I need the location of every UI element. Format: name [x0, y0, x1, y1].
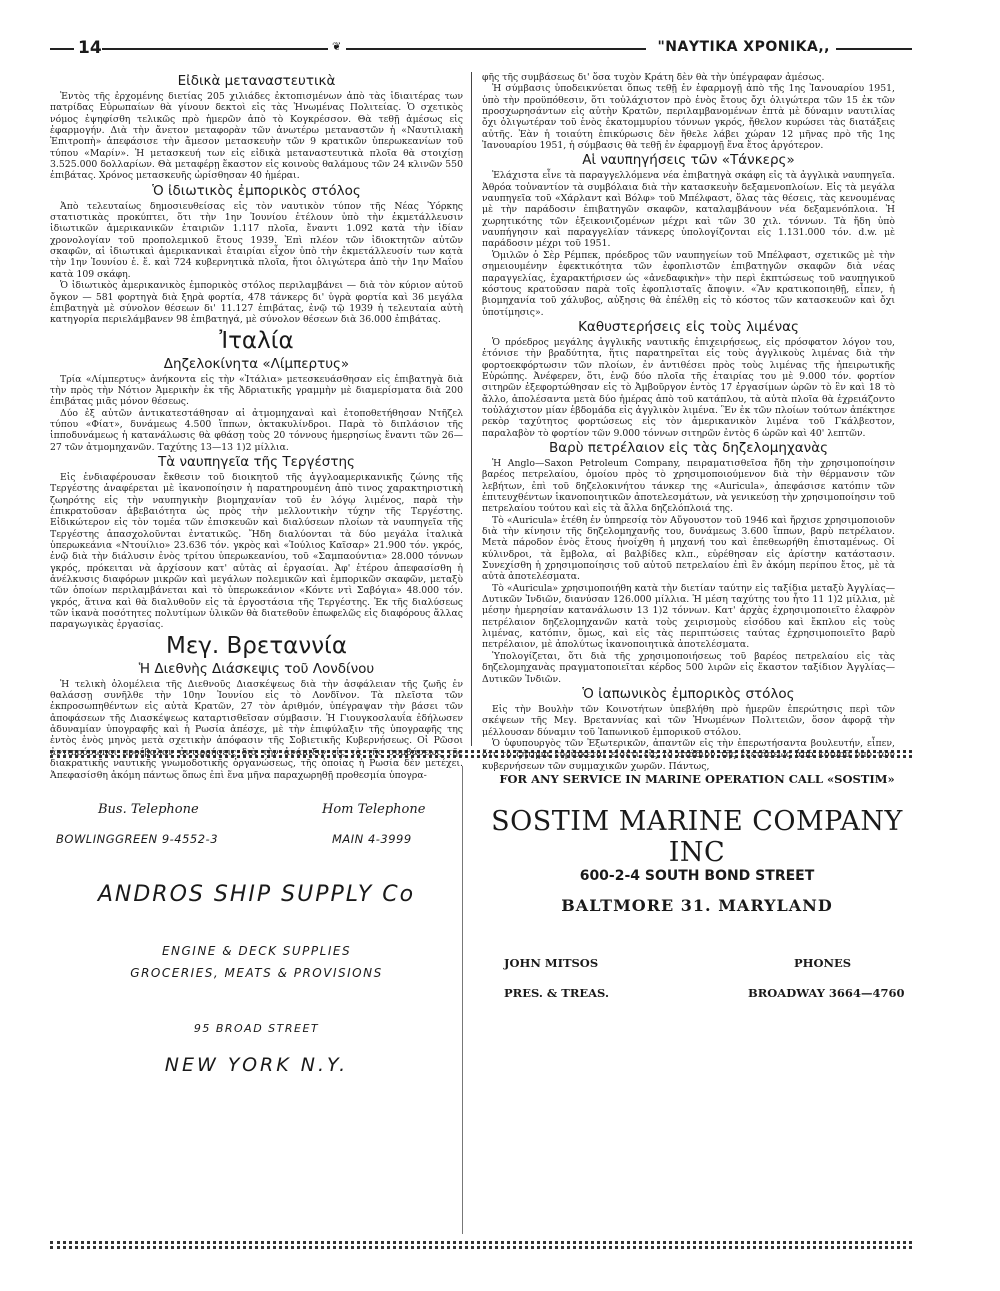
article-paragraph: Ἡ Anglo—Saxon Petroleum Company, πειραματισθεῖσα ἤδη τὴν χρησιμοποίησιν βαρέος πετρελαίου, ὁμοίου πρὸς τὸ χρησιμοποιούμενον διὰ τὴν θέρμανσιν τῶν λεβήτων, ἐπὶ τοῦ δηζελοκινήτου τάνκερ της «Auricula», ἀπεφάσισε κατόπιν τῶν ἐπιτευχθέντων ἱκανοποιητικῶν ἀποτελεσμάτων, νὰ γενικεύσῃ τὴν χρησιμοποίησιν τοῦ πετρελαίου τούτου καὶ εἰς τὰ ἄλλα δηζελόπλοιά της. [482, 457, 895, 515]
dotted-separator-bottom [50, 1241, 912, 1249]
contact-person: JOHN MITSOS [504, 956, 599, 970]
article-paragraph: Ὑπολογίζεται, ὅτι διὰ τῆς χρησιμοποιήσεως τοῦ βαρέος πετρελαίου εἰς τὰς δηζελομηχανὰς πραγματοποιεῖται κέρδος 500 λιρῶν εἰς ἕκαστον ταξίδιον Ἀγγλίας—Δυτικῶν Ἰνδιῶν. [482, 650, 895, 685]
heading-private-fleet: Ὁ ἰδιωτικὸς ἐμπορικὸς στόλος [152, 182, 361, 199]
left-column [50, 72, 463, 781]
page-number: 14 [78, 38, 102, 58]
street-address: 600-2-4 SOUTH BOND STREET [579, 868, 815, 884]
article-paragraph: Ἡ σύμβασις ὑποδεικνύεται ὅπως τεθῇ ἐν ἐφαρμογῇ ἀπὸ τῆς 1ης Ἰανουαρίου 1951, ὑπὸ τὴν προϋπόθεσιν, ὅτι τοὐλάχιστον πρὸ ἑνὸς ἔτους ὄχι ὀλιγώτερα τῶν 15 ἐκ τῶν προσχωρησάντων εἰς αὐτὴν Κρατῶν, περιλαμβανομένων ἑπτὰ μὲ δύναμιν ναυτιλίας ὄχι ὀλιγωτέραν τοῦ ἑνὸς ἑκατομμυρίου τόννων γκρός, ἤθελον κυρώσει τὰς διατάξεις αὐτῆς. Ἐὰν ἡ τοιαύτη ἐπικύρωσις δὲν ἤθελε λάβει χώραν 12 μῆνας πρὸ τῆς 1ης Ἰανουαρίου 1951, ἡ σύμβασις θὰ τεθῇ ἐν ἐφαρμογῇ ἕνα ἔτος ἀργότερον. [482, 83, 895, 152]
heading-immigrant-ships: Εἰδικὰ μεταναστευτικὰ [177, 73, 336, 89]
city-address: BALTMORE 31. MARYLAND [561, 896, 833, 915]
article-paragraph: Ὁ ἰδιωτικὸς ἀμερικανικὸς ἐμπορικὸς στόλος περιλαμβάνει — διὰ τὸν κύριον αὐτοῦ ὄγκον — 581 φορτηγὰ διὰ ξηρὰ φορτία, 478 τάνκερς δι' ὑγρὰ φορτία καὶ 36 μεγάλα ἐπιβατηγὰ μὲ σύνολον θέσεων δι' 11.127 ἐπιβάτας, ἐνῷ τῷ 1939 ἡ τελευταία αὐτὴ κατηγορία περιελάμβανεν 98 ἐπιβατηγά, μὲ σύνολον θέσεων διὰ 36.000 ἐπιβάτας. [50, 280, 463, 326]
article-paragraph: Τὸ «Auricula» χρησιμοποιήθη κατὰ τὴν διετίαν ταύτην εἰς ταξίδια μεταξὺ Ἀγγλίας—Δυτικῶν Ἰνδιῶν, διανύσαν 126.000 μίλλια. Ἡ μέση ταχύτης του ἦτο 11 1)2 μίλλια, μὲ μέσην ἡμερησίαν κατανάλωσιν 13 1)2 τόννων. Κατ' ἀρχὰς ἐχρησιμοποιεῖτο ἐλαφρὸν πετρέλαιον δηζελομηχανῶν κατὰ τοὺς χειρισμοὺς εἰσόδου καὶ ἔκπλου εἰς τοὺς λιμένας, κατόπιν, ὅμως, καὶ εἰς τὰς περιπτώσεις ταύτας ἐχρησιμοποιεῖτο βαρὺ πετρέλαιον, μὲ ἀπολύτως ἱκανοποιητικὰ ἀποτελέσματα. [482, 582, 895, 651]
contact-title: PRES. & TREAS. [504, 986, 609, 1000]
home-telephone-number: MAIN 4-3999 [332, 832, 412, 846]
home-telephone-label: Hom Telephone [322, 802, 426, 817]
heading-port-delays: Καθυστερήσεις εἰς τοὺς λιμένας [578, 318, 799, 335]
right-column [482, 72, 895, 772]
city-address: NEW YORK N.Y. [164, 1054, 349, 1076]
street-address: 95 BROAD STREET [193, 1022, 320, 1035]
phone-number: BROADWAY 3664—4760 [748, 986, 905, 1000]
heading-heavy-oil: Βαρὺ πετρέλαιον εἰς τὰς δηζελομηχανὰς [548, 439, 829, 456]
page-header [50, 38, 912, 60]
ad-line: GROCERIES, MEATS & PROVISIONS [130, 966, 383, 980]
heading-london-conference: Ἡ Διεθνὴς Διάσκεψις τοῦ Λονδίνου [138, 660, 375, 677]
header-rule-mid-left [102, 48, 328, 50]
ad-line: ENGINE & DECK SUPPLIES [161, 944, 352, 958]
masthead-title: "ΝΑΥΤΙΚΑ ΧΡΟΝΙΚΑ,, [657, 39, 830, 55]
article-paragraph: Ἡ τελικὴ ὁλομέλεια τῆς Διεθνοῦς Διασκέψεως διὰ τὴν ἀσφάλειαν τῆς ζωῆς ἐν θαλάσσῃ συνῆλθε τὴν 10ην Ἰουνίου εἰς τὸ Λονδῖνον. Τὰ πλεῖστα τῶν ἐκπροσωπηθέντων εἰς αὐτὰ Κρατῶν, 27 τὸν ἀριθμόν, ὑπέγραψαν τὴν βάσει τῶν ἀποφάσεων τῆς Διασκέψεως καταρτισθεῖσαν σύμβασιν. Ἡ Γιουγκοσλαυΐα ἐδήλωσεν ἀδυναμίαν ὑπογραφῆς καὶ ἡ Ρωσία ἀπέσχε, μὲ τὴν ἐπιφύλαξιν τῆς ὑπογραφῆς της ἐντὸς ἑνὸς μηνὸς μετὰ σχετικὴν ἀπόφασιν τῆς Σοβιετικῆς Κυβερνήσεως. Οἱ Ρῶσοι ἀντιπρόσωποι προέβαλαν ἀντιρρήσεις διὰ τὴν ἀνάμιξιν εἰς τὰ τῆς συμβάσεως τῆς διακρατικῆς ναυτικῆς γνωμοδοτικῆς ὀργανώσεως, τῆς ὁποίας ἡ Ρωσία δὲν μετέχει. Ἀπεφασίσθη ἀκόμη πάντως ὅπως ἐπὶ ἕνα μῆνα παραχωρηθῇ προθεσμία ὑπογρα- [50, 678, 463, 781]
phones-label: PHONES [794, 956, 852, 970]
article-paragraph: Εἰς τὴν Βουλὴν τῶν Κοινοτήτων ὑπεβλήθη πρὸ ἡμερῶν ἐπερώτησις περὶ τῶν σκέψεων τῆς Μεγ. Βρεταννίας καὶ τῶν Ἡνωμένων Πολιτειῶν, ὅσον ἀφορᾷ τὴν μέλλουσαν δύναμιν τοῦ Ἰαπωνικοῦ ἐμπορικοῦ στόλου. [482, 703, 895, 738]
header-rule-left [50, 48, 74, 50]
article-paragraph: Ἀπὸ τελευταίως δημοσιευθείσας εἰς τὸν ναυτικὸν τύπον τῆς Νέας Ὑόρκης στατιστικὰς προκύπτει, ὅτι τὴν 1ην Ἰουνίου ἐτέλουν ὑπὸ τὴν ἐκμετάλλευσιν ἰδιωτικῶν ἀμερικανικῶν ἑταιριῶν 1.117 πλοῖα, ἔναντι 1.092 κατὰ τὴν ἰδίαν χρονολογίαν τοῦ προπολεμικοῦ ἔτους 1939. Ἐπὶ πλέον τῶν ἰδιοκτητῶν αὐτῶν σκαφῶν, αἱ ἰδιωτικαὶ ἀμερικανικαὶ ἑταιρίαι εἶχον ὑπὸ τὴν ἐκμετάλλευσίν των κατὰ τὴν 1ην Ἰουνίου ἐ. ἔ. καὶ 724 κυβερνητικὰ πλοῖα, ἤτοι ὀλιγώτερα ἀπὸ τὴν 1ην Μαΐου κατὰ 109 σκάφη. [50, 200, 463, 280]
article-paragraph: Ὁ πρόεδρος μεγάλης ἀγγλικῆς ναυτικῆς ἐπιχειρήσεως, εἰς πρόσφατον λόγον του, ἐτόνισε τὴν βραδύτητα, ἥτις παρατηρεῖται εἰς τοὺς ἀγγλικοὺς λιμένας διὰ τὴν φορτοεκφόρτωσιν τῶν πλοίων, ἐν ἀντιθέσει πρὸς τοὺς λιμένας τῆς ἠπειρωτικῆς Εὐρώπης. Ἀνέφερεν, ὅτι, ἐνῷ δύο πλοῖα τῆς ἑταιρίας του μὲ 9.000 τόν. φορτίον σιτηρῶν ἐξεφορτώθησαν εἰς τὸ Ἀμβοῦργον ἐντὸς 17 ἐργασίμων ὡρῶν τὸ ἓν καὶ 18 τὸ ἄλλο, ἀπολέσαντα μετὰ δύο ἡμέρας ἀπὸ τοῦ κατάπλου, τὰ αὐτὰ πλοῖα θὰ ἐχρειάζοντο τοὐλάχιστον μίαν ἑβδομάδα εἰς ἀγγλικὸν λιμένα. Ἓν ἐκ τῶν πλοίων τούτων ἀπέκτησε ρεκὸρ ταχύτητος φορτώσεως εἰς τὸν ἀμερικανικὸν λιμένα τοῦ Γκάλβεστον, παραλαβὸν τὸ φορτίον τῶν 9.000 τόννων σιτηρῶν ἐντὸς 6 ὡρῶν καὶ 40' λεπτῶν. [482, 336, 895, 439]
company-name: SOSTIM MARINE COMPANY INC [491, 806, 903, 868]
article-paragraph: Τρία «Λίμπερτυς» ἀνήκοντα εἰς τὴν «Ἰτάλια» μετεσκευάσθησαν εἰς ἐπιβατηγὰ διὰ τὴν πρὸς τὴν Νότιον Ἀμερικὴν ἐκ τῆς Ἀδριατικῆς γραμμὴν μὲ διαμερίσματα διὰ 200 ἐπιβάτας μιᾶς μόνον θέσεως. [50, 373, 463, 408]
andros-advertisement [50, 766, 463, 1234]
newspaper-page [50, 38, 912, 1253]
heading-japanese-fleet: Ὁ ἰαπωνικὸς ἐμπορικὸς στόλος [582, 685, 795, 702]
column-divider [471, 72, 472, 746]
section-title-italy: Ἰταλία [219, 327, 294, 354]
heading-tanker-construction: Αἱ ναυπηγήσεις τῶν «Τάνκερς» [582, 152, 795, 169]
header-rule-mid-right [346, 48, 646, 50]
article-paragraph: Ἐντὸς τῆς ἐρχομένης διετίας 205 χιλιάδες ἐκτοπισμένων ἀπὸ τὰς ἰδιαιτέρας των πατρίδας Εὐρωπαίων θὰ γίνουν δεκτοὶ εἰς τὰς Ἡνωμένας Πολιτείας. Ὁ σχετικὸς νόμος ἐψηφίσθη τελικῶς πρὸ ἡμερῶν ἀπὸ τὸ Κογκρέσσον. Θὰ τεθῇ ἀμέσως εἰς ἐφαρμογήν. Διὰ τὴν ἄνετον μεταφορὰν τῶν ἀνωτέρω μεταναστῶν ἡ «Ναυτιλιακὴ Ἐπιτροπὴ» ἀπεφάσισε τὴν ἄμεσον μετασκευὴν τῶν 9 κρατικῶν ὑπερωκεανίων τοῦ τύπου «Μαρίν». Ἡ μετασκευή των εἰς εἰδικὰ μεταναστευτικὰ πλοῖα θὰ στοιχίσῃ 3.525.000 δολλαρίων. Θὰ μεταφέρῃ ἕκαστον εἰς κοινοὺς θαλάμους τῶν 24 κλινῶν 550 ἐπιβάτας. Χρόνος μετασκευῆς ὡρίσθησαν 40 ἡμέραι. [50, 91, 463, 182]
company-name: ANDROS SHIP SUPPLY Co [97, 882, 416, 907]
section-title-britain: Μεγ. Βρεταννία [166, 632, 347, 659]
article-paragraph: φῆς τῆς συμβάσεως δι' ὅσα τυχὸν Κράτη δὲν θὰ τὴν ὑπέγραφαν ἀμέσως. [482, 72, 825, 83]
bus-telephone-number: BOWLINGGREEN 9-4552-3 [56, 832, 219, 846]
header-rule-right [836, 48, 912, 50]
article-paragraph: Ὁ ὑφυπουργὸς τῶν Ἐξωτερικῶν, ἀπαντῶν εἰς τὴν ἐπερωτήσαντα βουλευτήν, εἶπεν, ὅτι τὸ ζήτημα εὑρίσκεται εἰσέτι εἰς τὸ στάδιον τῆς ἐξετάσεως ἀπὸ κοινοῦ ὑπὸ τῶν κυβερνήσεων τῶν συμμαχικῶν χωρῶν. Πάντως, [482, 737, 895, 772]
dotted-separator [50, 750, 912, 758]
article-paragraph: Δύο ἐξ αὐτῶν ἀντικατεστάθησαν αἱ ἀτμομηχαναὶ καὶ ἐτοποθετήθησαν Ντῆζελ τύπου «Φίατ», δυνάμεως 4.500 ἵππων, ὀκτακυλίνδροι. Παρὰ τὸ διπλάσιον τῆς ἱπποδυνάμεως ἡ κατανάλωσις θὰ φθάσῃ τοὺς 20 τόννους ἡμερησίως ἔναντι τῶν 26—27 τῶν ἀτμομηχανῶν. Ταχύτης 13—13 1)2 μίλλια. [50, 407, 463, 453]
heading-trieste-shipyards: Τὰ ναυπηγεῖα τῆς Τεργέστης [158, 453, 355, 470]
article-paragraph: Τὸ «Auricula» ἐτέθη ἐν ὑπηρεσίᾳ τὸν Αὔγουστον τοῦ 1946 καὶ ἤρχισε χρησιμοποιοῦν διὰ τὴν κίνησιν τῆς δηζελομηχανῆς του, δυνάμεως 3.600 ἵππων, βαρὺ πετρέλαιον. Μετὰ πάροδον ἑνὸς ἔτους ἠνοίχθη ἡ μηχανή του καὶ ἐπεθεωρήθη ἐπισταμένως. Οἱ κύλινδροι, τὰ ἔμβολα, αἱ βαλβίδες κλπ., εὑρέθησαν εἰς ἀρίστην κατάστασιν. Συνεχίσθη ἡ χρησιμοποίησις τοῦ αὐτοῦ πετρελαίου ἐπὶ ἓν ἀκόμη περίπου ἔτος, μὲ τὰ αὐτὰ ἀποτελέσματα. [482, 514, 895, 583]
article-paragraph: Εἰς ἐνδιαφέρουσαν ἔκθεσιν τοῦ διοικητοῦ τῆς ἀγγλοαμερικανικῆς ζώνης τῆς Τεργέστης ἀναφέρεται μὲ ἱκανοποίησιν ἡ παρατηρουμένη ἀπὸ τινος χαρακτηριστικὴ ζωηρότης εἰς τὴν ναυπηγικὴν βιομηχανίαν τοῦ ἐν λόγῳ λιμένος, παρὰ τὴν ἐπικρατοῦσαν ἀβεβαιότητα ὡς πρὸς τὴν μελλοντικὴν τύχην τῆς Τεργέστης. Εἰδικώτερον εἰς τὸν τομέα τῶν ἐπισκευῶν καὶ διαλύσεων πλοίων τὰ ναυπηγεῖα τῆς Τεργέστης ἀπασχολοῦνται ἐντατικῶς. Ἤδη διαλύονται τὰ δύο μεγάλα ἰταλικὰ ὑπερωκεάνια «Ντουίλιο» 23.636 τόν. γκρὸς καὶ «Ἰούλιος Καῖσαρ» 21.900 τόν. γκρός, ἐνῷ διὰ τὴν διάλυσιν ἐνὸς τρίτου ὑπερωκεανίου, τοῦ «Σαμπαούντια» 28.000 τόννων γκρός, πρόκειται νὰ ἀρχίσουν κατ' αὐτὰς αἱ ἐργασίαι. Ἀφ' ἑτέρου ἀπεφασίσθη ἡ ἀνέλκυσις διαφόρων μικρῶν καὶ μεγάλων πολεμικῶν καὶ ἐμπορικῶν σκαφῶν, μεταξὺ τῶν ὁποίων περιλαμβάνεται καὶ τὸ ὑπερωκεάνιον «Κόντε ντὶ Σαβόγια» 48.000 τόν. γκρός, ἅτινα καὶ θὰ διαλυθοῦν εἰς τὰ ἐργοστάσια τῆς Τεργέστης. Ἐκ τῆς διαλύσεως τῶν ἱκανὰ ποσότητες πολυτίμων ὑλικῶν θὰ διατεθοῦν ἐπωφελῶς εἰς διαφόρους ἄλλας παραγωγικὰς ἐργασίας. [50, 471, 463, 631]
ornament-icon: ❦ [332, 40, 342, 53]
article-paragraph: Ὁμιλῶν ὁ Σὲρ Ρέμπεκ, πρόεδρος τῶν ναυπηγείων τοῦ Μπέλφαστ, σχετικῶς μὲ τὴν σημειουμένην ἐφεκτικότητα τῶν ἐφοπλιστῶν ἐπιβατηγῶν σκαφῶν διὰ νέας παραγγελίας, ἐχαρακτήρισεν ὡς «ἀνεδαφικὴν» τὴν περὶ ἐκπτώσεως τοῦ ναυπηγικοῦ κόστους κρατοῦσαν παρὰ τοῖς ἐφοπλισταῖς ἄποψιν. «Ἂν κρατικοποιηθῇ, εἶπεν, ἡ βιομηχανία τοῦ χάλυβος, αὐξησις θὰ ἐπέλθῃ εἰς τὸ κόστος τῶν κατασκευῶν καὶ ὄχι ὑποτίμησις». [482, 249, 895, 318]
article-paragraph: Ἐλάχιστα εἶνε τὰ παραγγελλόμενα νέα ἐπιβατηγὰ σκάφη εἰς τὰ ἀγγλικὰ ναυπηγεῖα. Ἀθρόα τοὐναντίον τὰ συμβόλαια διὰ τὴν κατασκευὴν δεξαμενοπλοίων. Εἰς τὰ μεγάλα ναυπηγεῖα τοῦ «Χάρλαντ καὶ Βόλφ» τοῦ Μπέλφαστ, ὅλας τὰς θέσεις, τὰς κενουμένας μὲ τὴν παράδοσιν ἐπιβατηγῶν σκαφῶν, καταλαμβάνουν νέα δεξαμενόπλοια. Ἡ χωρητικότης τῶν ἐξεικονιζομένων μέχρι καὶ τῶν 30 χιλ. τόννων. Τὰ ἤδη ὑπὸ ναυπήγησιν καὶ παραγγελίαν τάνκερς ὑπολογίζονται εἰς 1.131.000 τόν. d.w. μὲ παράδοσιν μέχρι τοῦ 1951. [482, 170, 895, 250]
bus-telephone-label: Bus. Telephone [98, 802, 199, 817]
heading-diesel-liberty: Δηζελοκίνητα «Λίμπερτυς» [163, 355, 350, 372]
sostim-advertisement [482, 766, 912, 1234]
ad-tagline: FOR ANY SERVICE IN MARINE OPERATION CALL «SOSTIM» [499, 772, 895, 786]
